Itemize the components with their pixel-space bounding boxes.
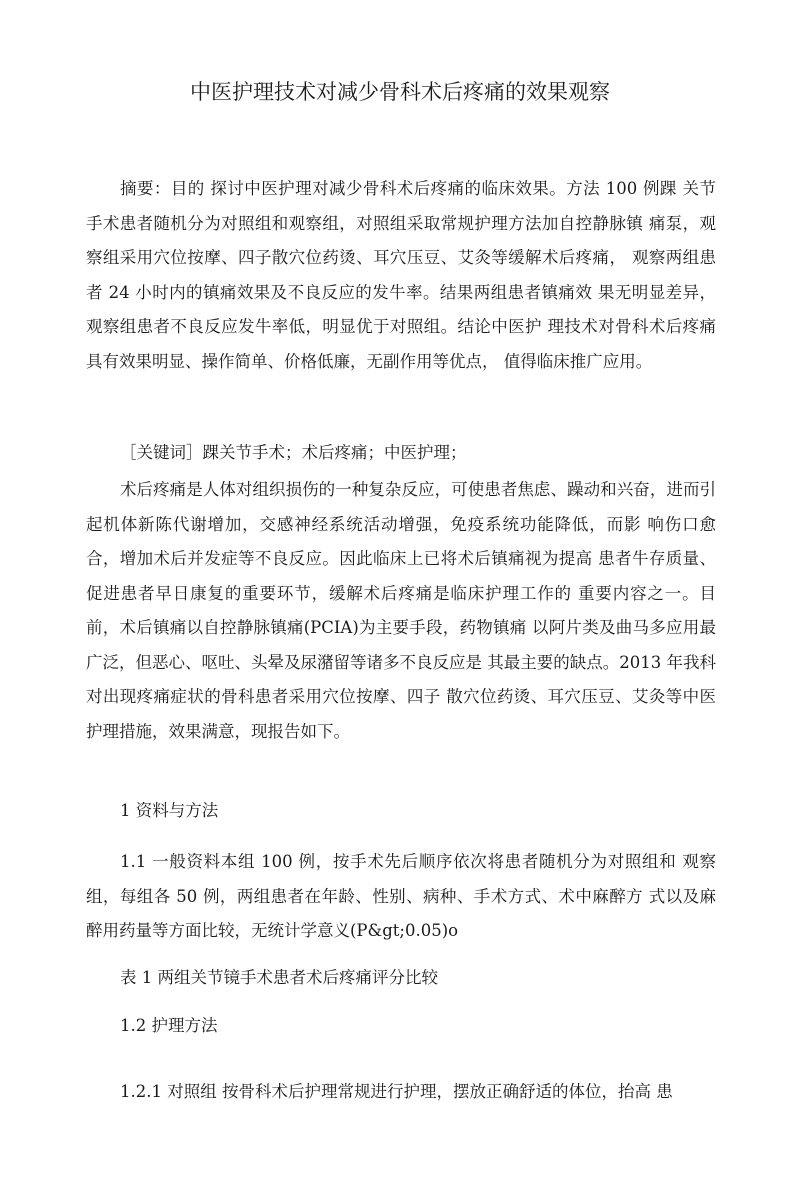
general-data-paragraph: 1.1 一般资料本组 100 例，按手术先后顺序依次将患者随机分为对照组和 观察组，每组各 50 例，两组患者在年龄、性别、病种、手术方式、术中麻醉方 式以及麻醉用药量等方面比较，无统计学意义(P&gt;0.05)o [86, 852, 716, 940]
control-group-paragraph: 1.2.1 对照组 按骨科术后护理常规进行护理，摆放正确舒适的体位，抬高 患 [120, 1082, 673, 1101]
keywords-line: ［关键词］踝关节手术；术后疼痛；中医护理； [120, 443, 467, 462]
intro-paragraph: 术后疼痛是人体对组织损伤的一种复杂反应，可使患者焦虑、躁动和兴奋，进而引起机体新陈代谢增加，交感神经系统活动增强，免疫系统功能降低，而影 响伤口愈合，增加术后并发症等不良反应。因此临床上已将术后镇痛视为提高 患者牛存质量、促进患者早日康复的重要环节，缓解术后疼痛是临床护理工作的 重要内容之一。目前，术后镇痛以自控静脉镇痛(PCIA)为主要手段，药物镇痛 以阿片类及曲马多应用最广泛，但恶心、呕吐、头晕及尿潴留等诸多不良反应是 其最主要的缺点。2013 年我科对出现疼痛症状的骨科患者采用穴位按摩、四子 散穴位药烫、耳穴压豆、艾灸等中医护理措施，效果满意，现报告如下。 [86, 480, 716, 741]
section-heading-materials-methods: 1 资料与方法 [120, 801, 219, 820]
document-title: 中医护理技术对减少骨科术后疼痛的效果观察 [190, 80, 610, 104]
abstract-paragraph: 摘要：目的 探讨中医护理对减少骨科术后疼痛的临床效果。方法 100 例踝 关节手术患者随机分为对照组和观察组，对照组采取常规护理方法加自控静脉镇 痛泵，观察组采用穴位按摩、四子散穴位药烫、耳穴压豆、艾灸等缓解术后疼痛， 观察两组患者 24 小时内的镇痛效果及不良反应的发牛率。结果两组患者镇痛效 果无明显差异，观察组患者不良反应发牛率低，明显优于对照组。结论中医护 理技术对骨科术后疼痛具有效果明显、操作简单、价格低廉，无副作用等优点， 值得临床推广应用。 [86, 179, 716, 371]
section-heading-nursing-methods: 1.2 护理方法 [120, 1016, 218, 1035]
table-caption: 表 1 两组关节镜手术患者术后疼痛评分比较 [120, 968, 438, 987]
